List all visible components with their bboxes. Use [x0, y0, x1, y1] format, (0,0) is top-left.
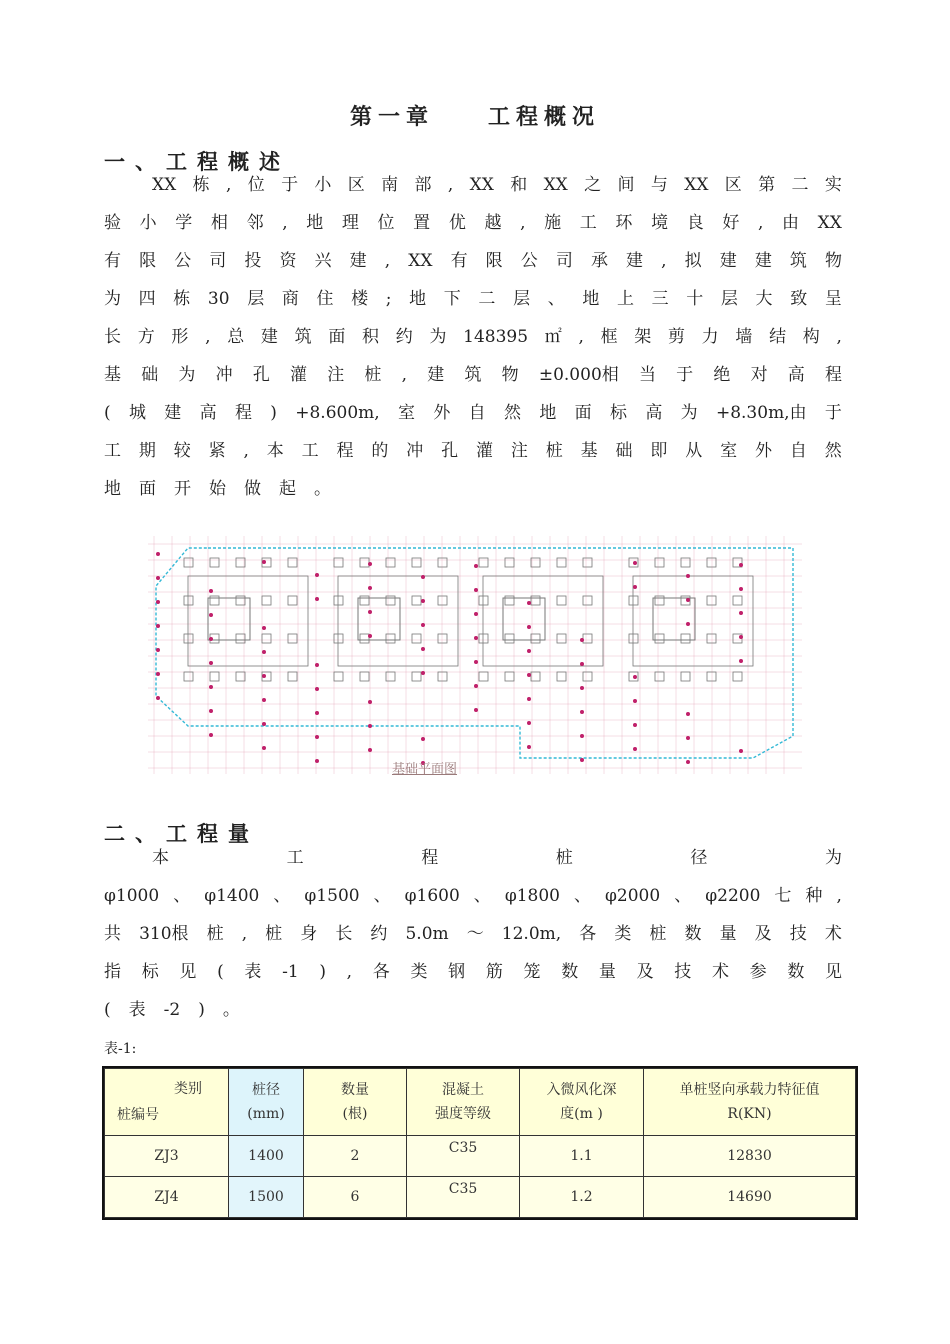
text-line: 共 310根 桩 , 桩 身 长 约 5.0m ～ 12.0m, 各 类 桩 数 量 及 技 术 [104, 924, 842, 944]
pile-cap [386, 596, 395, 605]
pile-cap [531, 558, 540, 567]
header-depth: 入微风化深 度(m ) [520, 1069, 644, 1136]
building-core [188, 576, 308, 666]
pile-mark [262, 560, 266, 564]
table1 [102, 1066, 858, 1220]
text-line: 有 限 公 司 投 资 兴 建 , XX 有 限 公 司 承 建 , 拟 建 建 筑 物 [104, 251, 842, 271]
section1-paragraph [104, 166, 842, 508]
pile-mark [368, 724, 372, 728]
pile-cap [438, 558, 447, 567]
cell-capacity: 12830 [644, 1136, 856, 1177]
pile-cap [412, 558, 421, 567]
pile-cap [438, 596, 447, 605]
pile-cap [733, 596, 742, 605]
pile-cap [386, 634, 395, 643]
pile-mark [633, 723, 637, 727]
pile-cap [412, 634, 421, 643]
pile-mark [368, 610, 372, 614]
pile-cap [288, 672, 297, 681]
pile-mark [262, 746, 266, 750]
table-row [105, 1177, 856, 1218]
pile-cap [479, 596, 488, 605]
text-line: 工 期 较 紧 , 本 工 程 的 冲 孔 灌 注 桩 基 础 即 从 室 外 自 然 [104, 441, 842, 461]
pile-mark [739, 611, 743, 615]
header-concrete: 混凝土 强度等级 [407, 1069, 520, 1136]
pile-mark [474, 564, 478, 568]
foundation-plan-drawing [148, 536, 802, 774]
pile-cap [505, 596, 514, 605]
pile-cap [505, 558, 514, 567]
pile-cap [557, 634, 566, 643]
text-line: 地 面 开 始 做 起 。 [104, 479, 331, 499]
pile-mark [368, 700, 372, 704]
pile-mark [315, 687, 319, 691]
cell-pile-id: ZJ3 [105, 1136, 229, 1177]
pile-mark [686, 712, 690, 716]
pile-mark [527, 721, 531, 725]
table-header-row [105, 1069, 856, 1136]
figure-caption: 基础平面图 [392, 762, 458, 777]
pile-cap [681, 634, 690, 643]
pile-cap [629, 596, 638, 605]
pile-mark [633, 561, 637, 565]
pile-cap [184, 634, 193, 643]
pile-mark [421, 575, 425, 579]
pile-cap [655, 558, 664, 567]
text-line: 长 方 形 , 总 建 筑 面 积 约 为 148395 ㎡ , 框 架 剪 力 墙 结 构 , [104, 327, 842, 347]
pile-mark [209, 637, 213, 641]
pile-cap [236, 672, 245, 681]
pile-cap [479, 634, 488, 643]
pile-mark [474, 636, 478, 640]
pile-mark [633, 747, 637, 751]
pile-mark [527, 601, 531, 605]
pile-mark [474, 660, 478, 664]
pile-cap [236, 596, 245, 605]
pile-cap [531, 672, 540, 681]
header-quantity: 数量 (根) [304, 1069, 407, 1136]
pile-cap [531, 634, 540, 643]
cell-depth: 1.1 [520, 1136, 644, 1177]
pile-cap [733, 672, 742, 681]
text-line: ( 表 -2 ) 。 [104, 1000, 240, 1020]
cell-depth: 1.2 [520, 1177, 644, 1218]
pile-mark [580, 662, 584, 666]
pile-cap [707, 672, 716, 681]
pile-mark [368, 562, 372, 566]
pile-mark [315, 759, 319, 763]
pile-cap [210, 558, 219, 567]
pile-mark [527, 697, 531, 701]
corner-top-label: 类别 [174, 1081, 202, 1097]
pile-cap [288, 596, 297, 605]
pile-cap [655, 672, 664, 681]
pile-cap [386, 672, 395, 681]
pile-mark [633, 699, 637, 703]
pile-cap [655, 634, 664, 643]
pile-cap [386, 558, 395, 567]
pile-mark [527, 649, 531, 653]
text-line: ( 城 建 高 程 ) +8.600m, 室 外 自 然 地 面 标 高 为 +8.30m,由 于 [104, 403, 842, 423]
pile-mark [315, 597, 319, 601]
pile-mark [421, 599, 425, 603]
chapter-title [0, 100, 950, 131]
pile-mark [209, 733, 213, 737]
section1-heading: 一、工程概述 [104, 150, 290, 174]
pile-mark [686, 736, 690, 740]
pile-cap [655, 596, 664, 605]
pile-mark [527, 673, 531, 677]
cell-concrete: C35 [407, 1177, 520, 1218]
pile-mark [580, 638, 584, 642]
pile-mark [156, 600, 160, 604]
pile-mark [739, 659, 743, 663]
pile-mark [633, 675, 637, 679]
pile-mark [156, 672, 160, 676]
pile-cap [557, 596, 566, 605]
pile-cap [557, 558, 566, 567]
text-line: XX 栋 , 位 于 小 区 南 部 , XX 和 XX 之 间 与 XX 区 第 二 实 [152, 175, 842, 195]
pile-mark [580, 710, 584, 714]
pile-cap [334, 672, 343, 681]
pile-mark [421, 671, 425, 675]
building-core [633, 576, 753, 666]
cell-concrete: C35 [407, 1136, 520, 1177]
pile-cap [184, 672, 193, 681]
pile-cap [438, 672, 447, 681]
pile-cap [707, 558, 716, 567]
pile-cap [707, 634, 716, 643]
pile-mark [421, 623, 425, 627]
pile-mark [156, 624, 160, 628]
pile-mark [474, 612, 478, 616]
cell-quantity: 2 [304, 1136, 407, 1177]
building-core [338, 576, 458, 666]
pile-cap [334, 596, 343, 605]
header-diameter: 桩径 (mm) [229, 1069, 304, 1136]
section2-heading: 二、工程量 [104, 822, 259, 846]
pile-mark [156, 576, 160, 580]
building-outline [156, 548, 793, 758]
pile-cap [681, 558, 690, 567]
pile-mark [527, 625, 531, 629]
table1-label: 表-1: [104, 1041, 137, 1057]
pile-cap [479, 672, 488, 681]
text-line: 基 础 为 冲 孔 灌 注 桩 , 建 筑 物 ±0.000相 当 于 绝 对 高 程 [104, 365, 842, 385]
pile-cap [583, 558, 592, 567]
pile-cap [184, 558, 193, 567]
pile-cap [334, 634, 343, 643]
pile-mark [421, 737, 425, 741]
pile-mark [739, 563, 743, 567]
pile-cap [262, 634, 271, 643]
pile-mark [739, 587, 743, 591]
pile-cap [184, 596, 193, 605]
pile-cap [334, 558, 343, 567]
cell-quantity: 6 [304, 1177, 407, 1218]
pile-mark [209, 685, 213, 689]
pile-mark [262, 626, 266, 630]
pile-cap [412, 596, 421, 605]
pile-mark [156, 696, 160, 700]
pile-mark [315, 711, 319, 715]
pile-mark [527, 745, 531, 749]
pile-cap [412, 672, 421, 681]
chapter-prefix: 第一章 [349, 105, 434, 130]
pile-mark [209, 613, 213, 617]
pile-mark [209, 661, 213, 665]
cell-capacity: 14690 [644, 1177, 856, 1218]
pile-cap [583, 672, 592, 681]
pile-mark [686, 574, 690, 578]
pile-mark [262, 650, 266, 654]
pile-cap [236, 558, 245, 567]
pile-cap [438, 634, 447, 643]
pile-mark [156, 648, 160, 652]
pile-mark [209, 709, 213, 713]
pile-mark [262, 674, 266, 678]
pile-mark [368, 748, 372, 752]
pile-mark [580, 758, 584, 762]
pile-cap [262, 596, 271, 605]
pile-mark [686, 598, 690, 602]
pile-cap [360, 596, 369, 605]
pile-cap [210, 672, 219, 681]
header-corner [105, 1069, 229, 1136]
text-line: 本 工 程 桩 径 为 [152, 848, 842, 868]
pile-cap [505, 634, 514, 643]
pile-cap [531, 596, 540, 605]
text-line: 为 四 栋 30 层 商 住 楼 ; 地 下 二 层 、 地 上 三 十 层 大 致 呈 [104, 289, 842, 309]
pile-cap [505, 672, 514, 681]
pile-cap [360, 558, 369, 567]
pile-mark [209, 589, 213, 593]
corner-bottom-label: 桩编号 [117, 1107, 159, 1123]
pile-cap [479, 558, 488, 567]
pile-cap [557, 672, 566, 681]
pile-mark [580, 734, 584, 738]
pile-cap [629, 634, 638, 643]
foundation-plan-figure [148, 536, 802, 774]
pile-mark [262, 698, 266, 702]
pile-mark [580, 686, 584, 690]
pile-cap [360, 672, 369, 681]
pile-mark [315, 573, 319, 577]
table-row [105, 1136, 856, 1177]
pile-cap [707, 596, 716, 605]
header-capacity: 单桩竖向承载力特征值 R(KN) [644, 1069, 856, 1136]
pile-cap [288, 558, 297, 567]
pile-mark [368, 586, 372, 590]
building-core [483, 576, 603, 666]
pile-mark [421, 647, 425, 651]
pile-mark [368, 634, 372, 638]
pile-cap [681, 672, 690, 681]
pile-cap [360, 634, 369, 643]
pile-cap [210, 596, 219, 605]
pile-mark [474, 684, 478, 688]
pile-cap [583, 634, 592, 643]
pile-cap [583, 596, 592, 605]
pile-mark [315, 735, 319, 739]
text-line: 指 标 见 ( 表 -1 ) , 各 类 钢 筋 笼 数 量 及 技 术 参 数 见 [104, 962, 842, 982]
pile-mark [156, 552, 160, 556]
text-line: φ1000 、 φ1400 、 φ1500 、 φ1600 、 φ1800 、 φ2000 、 φ2200 七 种 , [104, 886, 842, 906]
pile-mark [474, 588, 478, 592]
pile-mark [315, 663, 319, 667]
pile-cap [236, 634, 245, 643]
pile-mark [686, 622, 690, 626]
section2-paragraph [104, 839, 842, 1029]
pile-mark [739, 749, 743, 753]
cell-diameter: 1500 [229, 1177, 304, 1218]
cell-pile-id: ZJ4 [105, 1177, 229, 1218]
pile-cap [288, 634, 297, 643]
chapter-name: 工程概况 [488, 105, 601, 130]
pile-mark [262, 722, 266, 726]
pile-mark [686, 760, 690, 764]
pile-mark [474, 708, 478, 712]
cell-diameter: 1400 [229, 1136, 304, 1177]
pile-mark [633, 585, 637, 589]
text-line: 验 小 学 相 邻 , 地 理 位 置 优 越 , 施 工 环 境 良 好 , 由 XX [104, 213, 842, 233]
pile-mark [739, 635, 743, 639]
